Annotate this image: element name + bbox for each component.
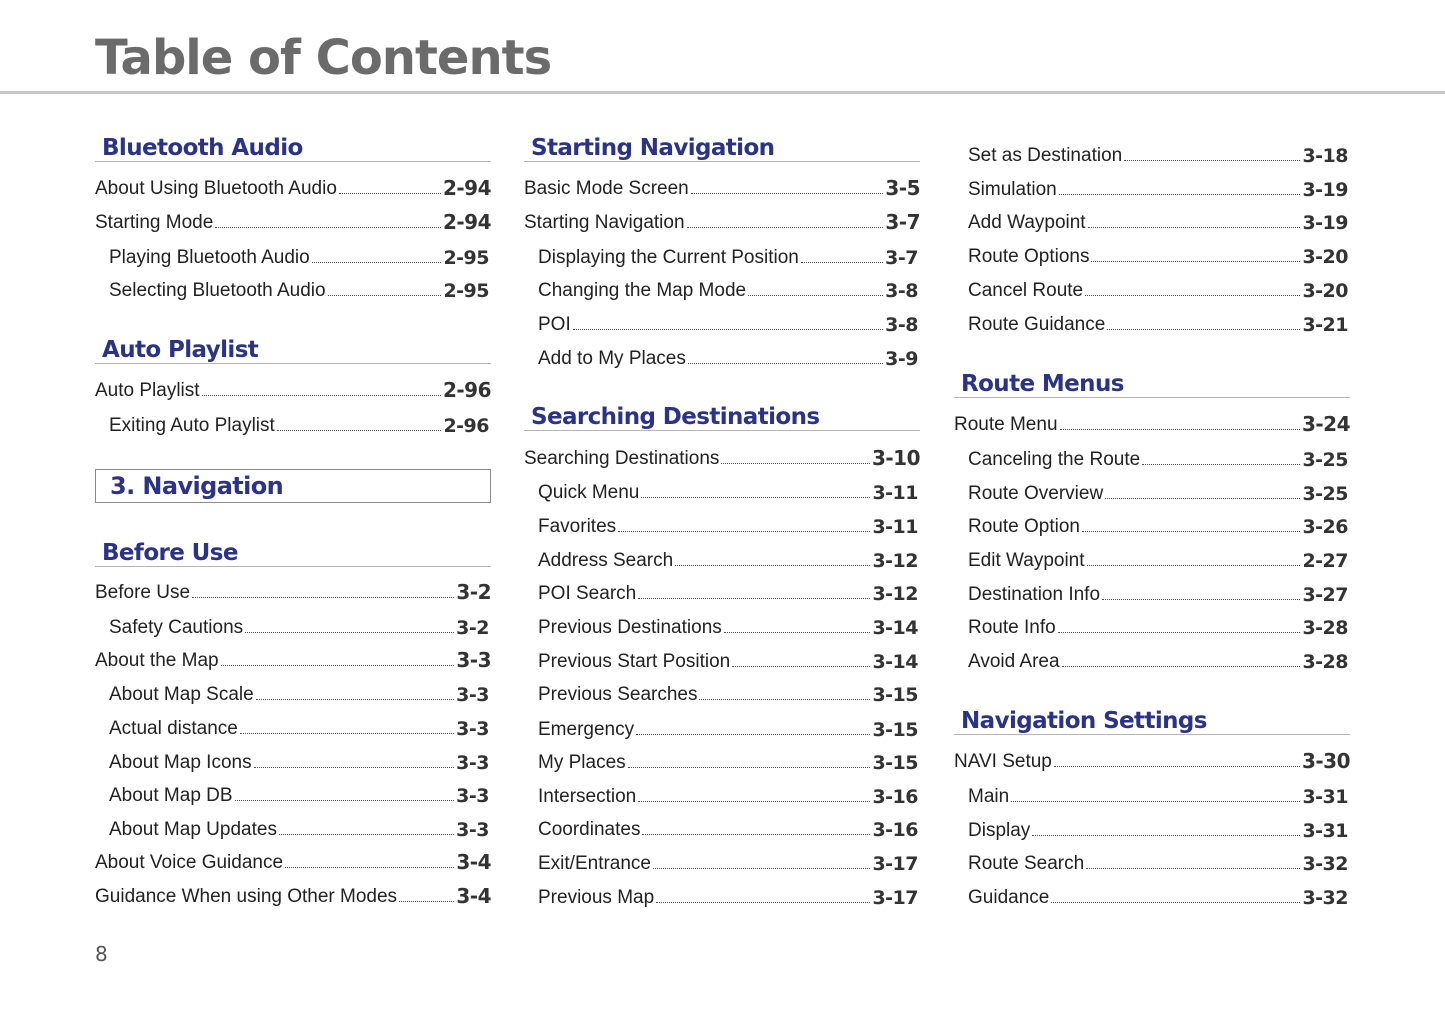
section-heading-searching-destinations: Searching Destinations [524,399,920,431]
toc-subentry[interactable]: Safety Cautions 3-2 [109,617,489,639]
toc-subentry[interactable]: Address Search 3-12 [538,550,918,572]
toc-subentry[interactable]: Exiting Auto Playlist 2-96 [109,415,489,437]
toc-entry[interactable]: Basic Mode Screen 3-5 [524,176,920,200]
toc-subentry[interactable]: Destination Info 3-27 [968,584,1348,606]
toc-entry[interactable]: Starting Mode 2-94 [95,210,491,234]
section-heading-starting-navigation: Starting Navigation [524,130,920,162]
toc-subentry[interactable]: Route Options 3-20 [968,246,1348,268]
toc-subentry[interactable]: Quick Menu 3-11 [538,482,918,504]
toc-entry[interactable]: Starting Navigation 3-7 [524,210,920,234]
toc-subentry[interactable]: Route Search 3-32 [968,853,1348,875]
toc-subentry[interactable]: Avoid Area 3-28 [968,651,1348,673]
toc-subentry[interactable]: Add to My Places 3-9 [538,348,918,370]
toc-subentry[interactable]: Coordinates 3-16 [538,819,918,841]
toc-subentry[interactable]: About Map Scale 3-3 [109,684,489,706]
toc-subentry[interactable]: Route Guidance 3-21 [968,314,1348,336]
toc-subentry[interactable]: Actual distance 3-3 [109,718,489,740]
section-heading-bluetooth-audio: Bluetooth Audio [95,130,491,162]
toc-subentry[interactable]: Simulation 3-19 [968,179,1348,201]
toc-entry[interactable]: Auto Playlist 2-96 [95,378,491,402]
toc-subentry[interactable]: About Map Icons 3-3 [109,752,489,774]
section-heading-navigation-settings: Navigation Settings [954,703,1350,735]
toc-subentry[interactable]: Route Overview 3-25 [968,483,1348,505]
toc-subentry[interactable]: Emergency 3-15 [538,719,918,741]
toc-subentry[interactable]: Previous Searches 3-15 [538,684,918,706]
toc-subentry[interactable]: Changing the Map Mode 3-8 [538,280,918,302]
toc-subentry[interactable]: Main 3-31 [968,786,1348,808]
toc-entry[interactable]: About the Map 3-3 [95,648,491,672]
toc-subentry[interactable]: Intersection 3-16 [538,786,918,808]
toc-entry[interactable]: Route Menu 3-24 [954,412,1350,436]
toc-entry[interactable]: Searching Destinations 3-10 [524,446,920,470]
toc-subentry[interactable]: Set as Destination 3-18 [968,145,1348,167]
toc-subentry[interactable]: Cancel Route 3-20 [968,280,1348,302]
toc-subentry[interactable]: Favorites 3-11 [538,516,918,538]
toc-subentry[interactable]: Route Info 3-28 [968,617,1348,639]
page-title: Table of Contents [95,30,552,86]
chapter-heading-navigation: 3. Navigation [95,469,491,503]
toc-subentry[interactable]: Canceling the Route 3-25 [968,449,1348,471]
title-divider [0,91,1445,94]
toc-subentry[interactable]: POI Search 3-12 [538,583,918,605]
toc-subentry[interactable]: My Places 3-15 [538,752,918,774]
toc-subentry[interactable]: Displaying the Current Position 3-7 [538,247,918,269]
toc-subentry[interactable]: Selecting Bluetooth Audio 2-95 [109,280,489,302]
page-number: 8 [95,942,108,966]
section-heading-auto-playlist: Auto Playlist [95,332,491,364]
toc-subentry[interactable]: Route Option 3-26 [968,516,1348,538]
toc-entry[interactable]: About Using Bluetooth Audio 2-94 [95,176,491,200]
toc-subentry[interactable]: Previous Map 3-17 [538,887,918,909]
section-heading-before-use: Before Use [95,535,491,567]
toc-subentry[interactable]: About Map DB 3-3 [109,785,489,807]
toc-subentry[interactable]: About Map Updates 3-3 [109,819,489,841]
toc-subentry[interactable]: Exit/Entrance 3-17 [538,853,918,875]
toc-entry[interactable]: Before Use 3-2 [95,580,491,604]
toc-entry[interactable]: NAVI Setup 3-30 [954,749,1350,773]
toc-subentry[interactable]: Guidance 3-32 [968,887,1348,909]
toc-subentry[interactable]: Edit Waypoint 2-27 [968,550,1348,572]
toc-subentry[interactable]: Previous Destinations 3-14 [538,617,918,639]
toc-subentry[interactable]: POI 3-8 [538,314,918,336]
toc-subentry[interactable]: Display 3-31 [968,820,1348,842]
section-heading-route-menus: Route Menus [954,366,1350,398]
toc-subentry[interactable]: Add Waypoint 3-19 [968,212,1348,234]
toc-entry[interactable]: About Voice Guidance 3-4 [95,850,491,874]
toc-entry[interactable]: Guidance When using Other Modes 3-4 [95,884,491,908]
toc-subentry[interactable]: Previous Start Position 3-14 [538,651,918,673]
toc-subentry[interactable]: Playing Bluetooth Audio 2-95 [109,247,489,269]
